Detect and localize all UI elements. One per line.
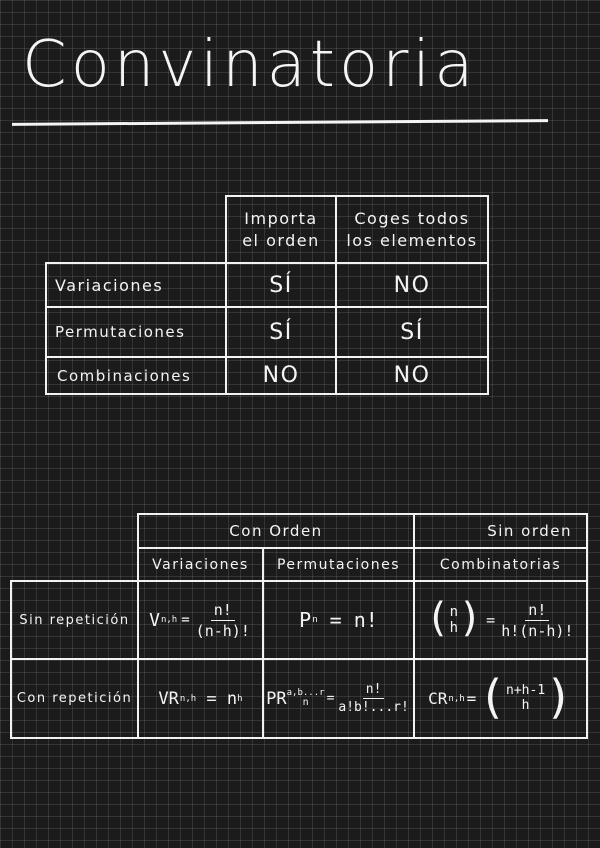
formula-sup: a,b...r (286, 688, 325, 698)
binomial-bottom: h (449, 620, 459, 636)
formula-sub: n,h (160, 615, 178, 625)
formula-eq: = (326, 691, 335, 706)
formula-permutaciones-repeticion (262, 658, 415, 739)
t1-header-importa-orden (225, 195, 337, 264)
formula-base: PR (266, 688, 287, 709)
denominator: h!(n-h)! (501, 621, 574, 640)
numerator: n! (363, 682, 385, 699)
formula-sub: n (302, 697, 309, 708)
t1-cell: SÍ (225, 262, 337, 308)
binomial (506, 684, 545, 714)
binomial-top: n (449, 603, 459, 620)
formula-sub: n,h (179, 693, 197, 704)
t2-row-header: Sin repetición (10, 580, 139, 660)
t2-group-sin-orden: Sin orden (413, 513, 588, 549)
t1-header-line: los elementos (346, 230, 478, 250)
t1-row-label: Permutaciones (45, 306, 227, 358)
t1-cell: SÍ (335, 306, 489, 358)
paren-right: ) (545, 669, 573, 724)
t2-group-con-orden: Con Orden (137, 513, 415, 549)
formula-rest: = n (206, 688, 238, 709)
denominator: a!b!...r! (338, 700, 409, 715)
formula-eq: = (466, 689, 477, 708)
fraction (338, 682, 408, 715)
t2-col-header: Combinatorias (413, 547, 588, 582)
fraction (501, 601, 573, 640)
formula-pow: h (237, 693, 243, 704)
t1-cell: NO (335, 356, 489, 395)
formula-eq: = (181, 612, 190, 628)
t1-header-line: Coges todos (354, 208, 470, 228)
t2-row-header: Con repetición (10, 658, 139, 739)
formula-sub: n,h (448, 693, 465, 704)
paren-left: ( (425, 595, 450, 641)
formula-indices (287, 689, 325, 708)
fraction (196, 601, 250, 640)
page-title: Convinatoria (22, 28, 478, 102)
formula-base: VR (158, 688, 179, 709)
formula-rest: = n! (329, 608, 378, 632)
formula-variaciones (137, 580, 264, 660)
title-underline (12, 119, 548, 126)
t2-col-header: Variaciones (137, 547, 264, 582)
numerator: n! (525, 601, 549, 621)
paren-left: ( (478, 669, 507, 724)
formula-base: P (299, 608, 312, 632)
formula-base: CR (428, 689, 448, 708)
t1-row-label: Variaciones (45, 262, 227, 308)
t1-row-label: Combinaciones (45, 356, 227, 395)
formula-permutaciones (262, 580, 415, 660)
binomial (450, 604, 458, 636)
binomial-top: n+h-1 (506, 682, 546, 698)
t1-cell: NO (335, 262, 489, 308)
formula-base: V (149, 609, 160, 631)
t1-cell: SÍ (225, 306, 337, 358)
formula-sub: n (312, 615, 318, 625)
formula-eq: = (486, 611, 496, 629)
numerator: n! (211, 601, 235, 621)
binomial-bottom: h (521, 697, 530, 713)
t2-col-header: Permutaciones (262, 547, 415, 582)
paren-right: ) (458, 595, 483, 641)
formula-combinatorias (413, 580, 588, 660)
t1-header-line: el orden (242, 230, 320, 250)
t1-header-line: Importa (244, 208, 318, 228)
formula-combinatorias-repeticion (413, 658, 588, 739)
formula-variaciones-repeticion (137, 658, 264, 739)
t1-header-coges-todos (335, 195, 489, 264)
t1-cell: NO (225, 356, 337, 395)
denominator: (n-h)! (195, 621, 250, 640)
